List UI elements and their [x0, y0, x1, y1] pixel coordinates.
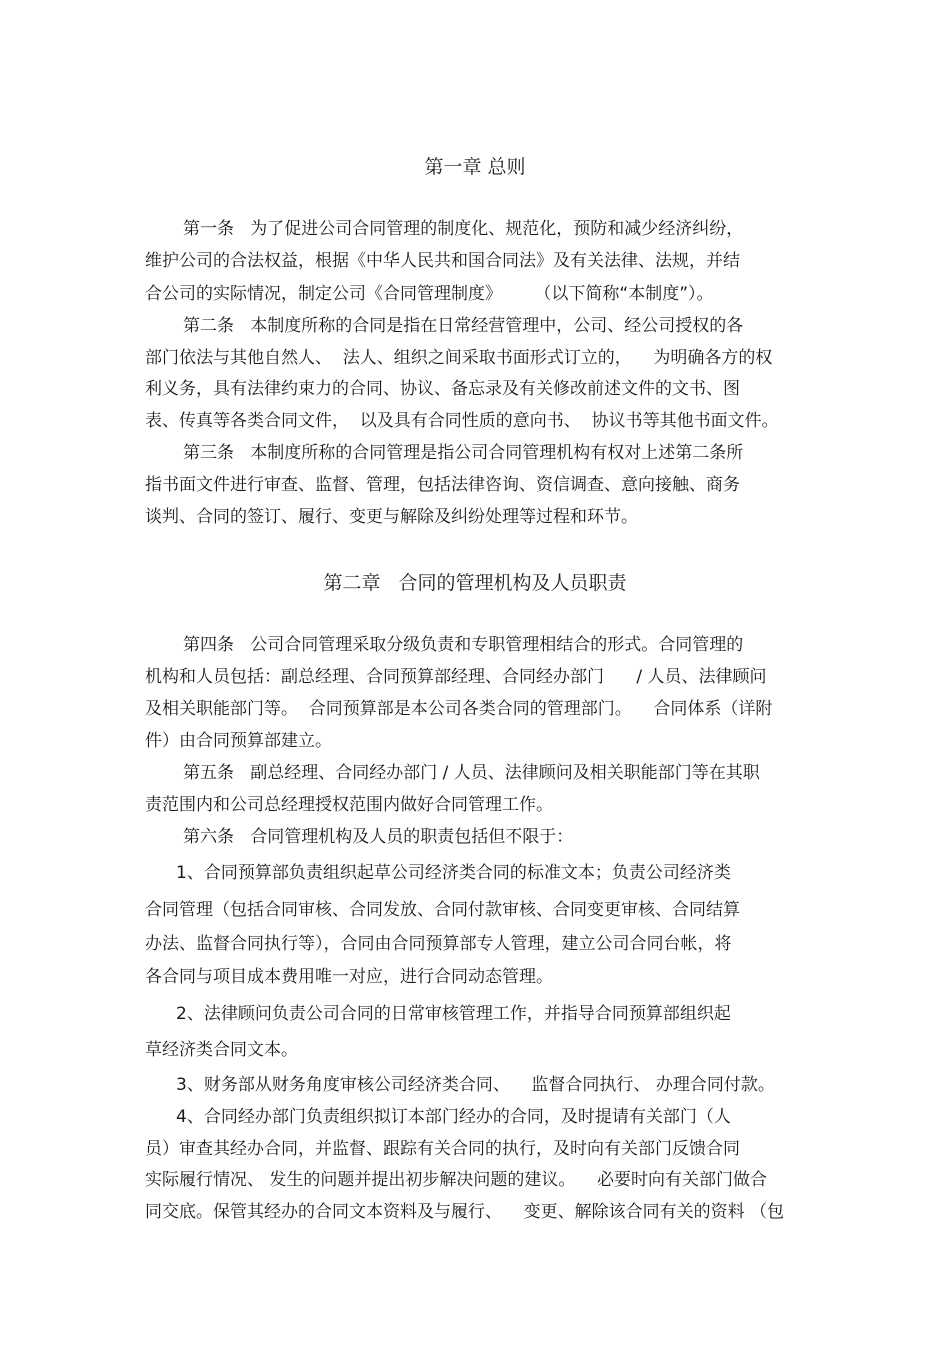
- body-line: 各合同与项目成本费用唯一对应，进行合同动态管理。: [145, 967, 553, 987]
- body-line: 第一条 为了促进公司合同管理的制度化、规范化，预防和减少经济纠纷，: [183, 219, 744, 239]
- body-line: 员）审查其经办合同，并监督、跟踪有关合同的执行，及时向有关部门反馈合同: [145, 1139, 740, 1159]
- body-line: 维护公司的合法权益，根据《中华人民共和国合同法》及有关法律、法规，并结: [145, 251, 740, 271]
- body-line: 指书面文件进行审查、监督、管理，包括法律咨询、资信调查、意向接触、商务: [145, 475, 740, 495]
- body-line: 办法、监督合同执行等），合同由合同预算部专人管理，建立公司合同台帐，将: [145, 934, 732, 954]
- body-line: 合公司的实际情况，制定公司《合同管理制度》 （以下简称“本制度”）。: [145, 284, 714, 304]
- body-line: 及相关职能部门等。 合同预算部是本公司各类合同的管理部门。 合同体系（详附: [145, 699, 773, 719]
- chapter-1-title: 第一章 总则: [424, 156, 526, 178]
- body-line: 部门依法与其他自然人、 法人、组织之间采取书面形式订立的， 为明确各方的权: [145, 348, 773, 368]
- body-line: 2、法律顾问负责公司合同的日常审核管理工作，并指导合同预算部组织起: [176, 1004, 731, 1024]
- chapter-2-title: 第二章 合同的管理机构及人员职责: [323, 572, 627, 594]
- body-line: 第三条 本制度所称的合同管理是指公司合同管理机构有权对上述第二条所: [183, 443, 744, 463]
- body-line: 利义务，具有法律约束力的合同、协议、备忘录及有关修改前述文件的文书、图: [145, 379, 740, 399]
- body-line: 第六条 合同管理机构及人员的职责包括但不限于：: [183, 827, 574, 847]
- body-line: 谈判、合同的签订、履行、变更与解除及纠纷处理等过程和环节。: [145, 507, 638, 527]
- body-line: 第五条 副总经理、合同经办部门 / 人员、法律顾问及相关职能部门等在其职: [183, 763, 760, 783]
- body-line: 第二条 本制度所称的合同是指在日常经营管理中，公司、经公司授权的各: [183, 316, 744, 336]
- body-line: 表、传真等各类合同文件， 以及具有合同性质的意向书、 协议书等其他书面文件。: [145, 411, 779, 431]
- body-line: 4、合同经办部门负责组织拟订本部门经办的合同，及时提请有关部门（人: [176, 1107, 731, 1127]
- body-line: 3、财务部从财务角度审核公司经济类合同、 监督合同执行、 办理合同付款。: [176, 1075, 775, 1095]
- body-line: 机构和人员包括：副总经理、合同预算部经理、合同经办部门 / 人员、法律顾问: [145, 667, 767, 687]
- body-line: 草经济类合同文本。: [145, 1040, 298, 1060]
- body-line: 责范围内和公司总经理授权范围内做好合同管理工作。: [145, 795, 553, 815]
- body-line: 同交底。保管其经办的合同文本资料及与履行、 变更、解除该合同有关的资料 （包: [145, 1202, 785, 1222]
- body-line: 实际履行情况、 发生的问题并提出初步解决问题的建议。 必要时向有关部门做合: [145, 1170, 768, 1190]
- body-line: 第四条 公司合同管理采取分级负责和专职管理相结合的形式。合同管理的: [183, 635, 744, 655]
- body-line: 件）由合同预算部建立。: [145, 731, 332, 751]
- body-line: 合同管理（包括合同审核、合同发放、合同付款审核、合同变更审核、合同结算: [145, 900, 740, 920]
- body-line: 1、合同预算部负责组织起草公司经济类合同的标准文本；负责公司经济类: [176, 863, 731, 883]
